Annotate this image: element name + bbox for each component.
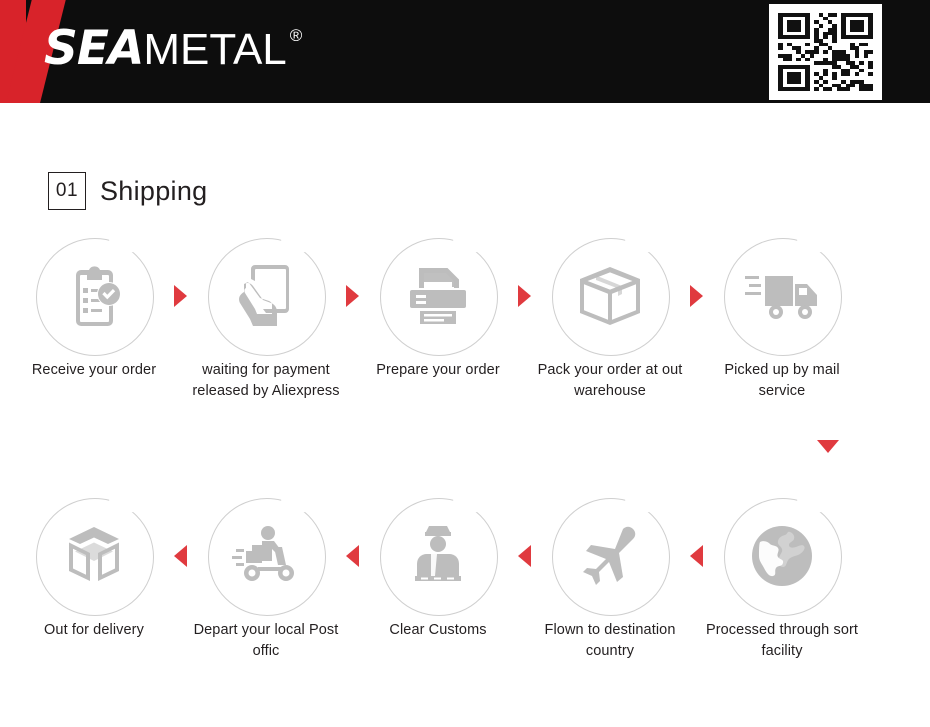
flow-step-picked-up bbox=[724, 238, 840, 402]
arrow-left-icon bbox=[152, 498, 208, 614]
box-package-icon bbox=[552, 238, 668, 354]
flow-step-out-for-delivery bbox=[36, 498, 152, 641]
page-header bbox=[0, 0, 930, 103]
delivery-truck-icon bbox=[724, 238, 840, 354]
flow-step-depart-local-post bbox=[193, 498, 339, 662]
flow-step-receive-order bbox=[31, 238, 157, 381]
flow-step-label: Clear Customs bbox=[389, 622, 487, 638]
flow-step-label: Out for delivery bbox=[44, 622, 144, 638]
flow-step-label: Receive your order bbox=[31, 362, 157, 378]
arrow-right-icon bbox=[668, 238, 724, 354]
flow-step-label: waiting for payment released by Aliexpress bbox=[192, 362, 340, 399]
flow-step-clear-customs bbox=[380, 498, 496, 641]
section-number-badge: 01 bbox=[48, 172, 86, 210]
scooter-courier-icon bbox=[208, 498, 324, 614]
airplane-icon bbox=[552, 498, 668, 614]
arrow-right-icon bbox=[152, 238, 208, 354]
qr-code-grid bbox=[778, 13, 873, 91]
qr-code-icon bbox=[769, 4, 882, 100]
flow-step-prepare-order bbox=[376, 238, 500, 381]
open-box-icon bbox=[36, 498, 152, 614]
logo-primary-text: SEA bbox=[44, 21, 144, 76]
shipping-flow-row-1 bbox=[0, 238, 930, 402]
flow-step-label: Picked up by mail service bbox=[724, 362, 840, 399]
flow-step-label: Pack your order at out warehouse bbox=[537, 362, 683, 399]
hand-payment-icon bbox=[208, 238, 324, 354]
flow-step-waiting-payment bbox=[192, 238, 340, 402]
customs-officer-icon bbox=[380, 498, 496, 614]
flow-step-processed-sort-facility bbox=[705, 498, 859, 662]
flow-step-pack-order bbox=[537, 238, 683, 402]
flow-step-label: Prepare your order bbox=[376, 362, 500, 378]
brand-logo bbox=[44, 21, 303, 76]
logo-secondary-text: METAL bbox=[143, 25, 287, 74]
shipping-flow-row-2 bbox=[0, 498, 930, 662]
flow-step-flown-to-destination bbox=[544, 498, 676, 662]
arrow-left-icon bbox=[324, 498, 380, 614]
arrow-left-icon bbox=[496, 498, 552, 614]
page-title: Shipping bbox=[100, 175, 208, 206]
arrow-right-icon bbox=[496, 238, 552, 354]
arrow-down-icon bbox=[808, 440, 848, 453]
clipboard-check-icon bbox=[36, 238, 152, 354]
printer-icon bbox=[380, 238, 496, 354]
flow-step-label: Flown to destination country bbox=[544, 622, 676, 659]
globe-icon bbox=[724, 498, 840, 614]
arrow-left-icon bbox=[668, 498, 724, 614]
flow-step-label: Depart your local Post offic bbox=[193, 622, 339, 659]
arrow-right-icon bbox=[324, 238, 380, 354]
section-heading bbox=[48, 172, 208, 210]
registered-trademark-icon: ® bbox=[289, 26, 303, 45]
flow-step-label: Processed through sort facility bbox=[705, 622, 859, 659]
